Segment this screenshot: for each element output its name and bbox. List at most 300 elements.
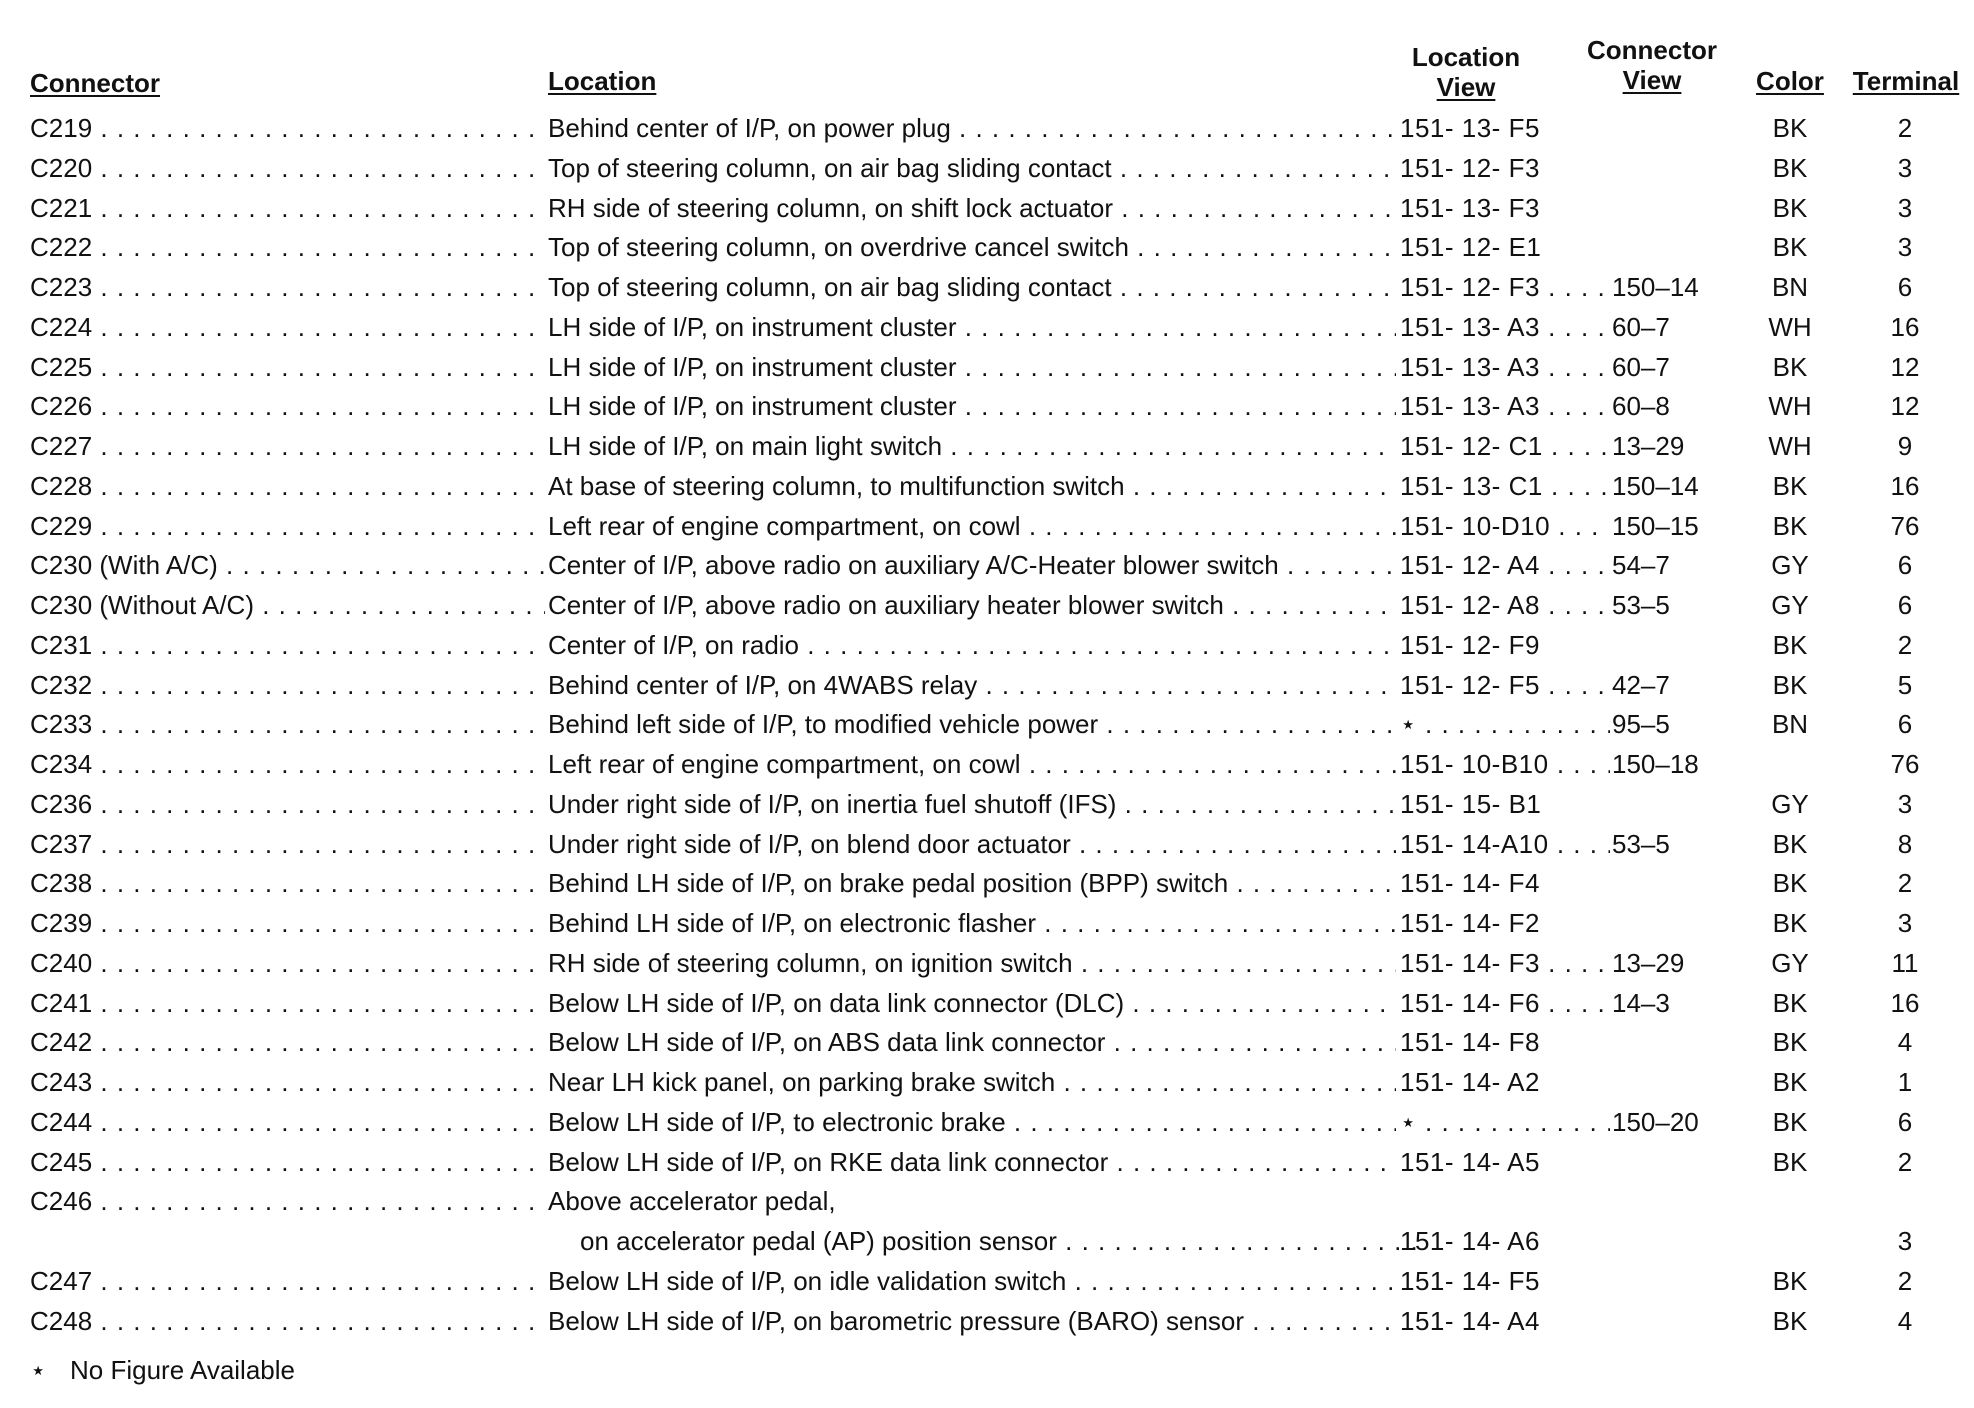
connector-view-cell (1612, 386, 1722, 426)
terminal-cell-text: 1 (1897, 1067, 1913, 1097)
terminal-cell (1850, 665, 1960, 705)
location-view-cell (1400, 108, 1610, 148)
color-cell (1750, 1261, 1830, 1301)
location-view-cell-text: 151- 15- B1 (1400, 789, 1542, 819)
terminal-cell (1850, 943, 1960, 983)
terminal-cell (1850, 1221, 1960, 1261)
location-view-cell-text: 151- 13- A3 . . . (1400, 391, 1610, 421)
terminal-cell-text: 2 (1897, 1266, 1913, 1296)
terminal-cell (1850, 784, 1960, 824)
connector-cell (30, 545, 545, 585)
terminal-cell (1850, 1062, 1960, 1102)
connector-view-cell (1612, 983, 1722, 1023)
location-view-cell-text: 151- 14- F3 . . . (1400, 948, 1610, 978)
location-cell (548, 347, 1396, 387)
connector-view-cell-text: 60–7 (1612, 312, 1670, 342)
color-cell-text: BK (1772, 1266, 1808, 1296)
connector-cell (30, 824, 545, 864)
terminal-cell-text: 3 (1897, 153, 1913, 183)
terminal-cell-text: 12 (1890, 391, 1920, 421)
connector-cell (30, 625, 545, 665)
terminal-cell (1850, 1301, 1960, 1341)
table-row (0, 1142, 1974, 1182)
table-row (0, 665, 1974, 705)
terminal-cell (1850, 744, 1960, 784)
location-cell (548, 307, 1396, 347)
table-row (0, 506, 1974, 546)
location-view-cell (1400, 466, 1610, 506)
connector-cell-text: C233 . . . (30, 709, 545, 739)
color-cell (1750, 506, 1830, 546)
location-cell-text: Top of steering column, on air bag sliding contact . . . (548, 153, 1396, 183)
location-cell-text: Near LH kick panel, on parking brake switch . . . (548, 1067, 1396, 1097)
terminal-cell-text: 4 (1897, 1306, 1913, 1336)
location-cell (548, 506, 1396, 546)
color-cell-text: BK (1772, 1107, 1808, 1137)
location-cell (548, 1102, 1396, 1142)
color-cell-text: BK (1772, 1027, 1808, 1057)
footnote-text: No Figure Available (70, 1355, 295, 1385)
location-view-cell-text: 151- 10-B10 . . . (1400, 749, 1610, 779)
location-cell-text: LH side of I/P, on main light switch . . . (548, 431, 1396, 461)
terminal-cell-text: 2 (1897, 630, 1913, 660)
connector-cell-text: C243 . . . (30, 1067, 545, 1097)
color-cell-text: GY (1771, 590, 1809, 620)
color-cell-text: WH (1768, 391, 1812, 421)
terminal-cell (1850, 426, 1960, 466)
location-cell (548, 704, 1396, 744)
connector-cell-text: C237 . . . (30, 829, 545, 859)
table-row (0, 108, 1974, 148)
terminal-cell (1850, 585, 1960, 625)
connector-cell-text: C242 . . . (30, 1027, 545, 1057)
location-view-cell (1400, 1142, 1610, 1182)
header-color (1740, 66, 1840, 96)
terminal-cell (1850, 983, 1960, 1023)
terminal-cell-text: 4 (1897, 1027, 1913, 1057)
color-cell-text: BK (1772, 829, 1808, 859)
color-cell-text: BK (1772, 630, 1808, 660)
color-cell (1750, 148, 1830, 188)
connector-cell (30, 188, 545, 228)
table-row (0, 148, 1974, 188)
location-cell-text: Below LH side of I/P, to electronic brake . . . (548, 1107, 1396, 1137)
connector-view-cell (1612, 426, 1722, 466)
connector-view-cell-text: 150–20 (1612, 1107, 1699, 1137)
location-view-cell (1400, 1102, 1610, 1142)
connector-cell (30, 744, 545, 784)
location-cell (548, 665, 1396, 705)
connector-view-cell-text: 13–29 (1612, 948, 1685, 978)
terminal-cell-text: 3 (1897, 1226, 1913, 1256)
connector-view-cell-text: 60–8 (1612, 391, 1670, 421)
table-row (0, 426, 1974, 466)
connector-cell (30, 665, 545, 705)
header-location-view-line1: Location (1411, 42, 1521, 72)
terminal-cell (1850, 347, 1960, 387)
location-cell-text: Below LH side of I/P, on ABS data link connector . . . (548, 1027, 1396, 1057)
terminal-cell (1850, 148, 1960, 188)
connector-cell (30, 426, 545, 466)
color-cell-text: BK (1772, 153, 1808, 183)
terminal-cell-text: 9 (1897, 431, 1913, 461)
table-row (0, 824, 1974, 864)
location-view-cell (1400, 148, 1610, 188)
color-cell (1750, 466, 1830, 506)
connector-cell-text: C229 . . . (30, 511, 545, 541)
location-cell-text: Behind left side of I/P, to modified vehicle power . . . (548, 709, 1396, 739)
color-cell-text: GY (1771, 789, 1809, 819)
connector-cell-text: C222 . . . (30, 232, 545, 262)
location-cell-text: Center of I/P, on radio . . . (548, 630, 1396, 660)
connector-cell-text: C238 . . . (30, 868, 545, 898)
color-cell (1750, 386, 1830, 426)
location-view-cell (1400, 307, 1610, 347)
header-location (548, 66, 656, 96)
location-view-cell-text: 151- 14- A5 (1400, 1147, 1540, 1177)
color-cell (1750, 347, 1830, 387)
connector-cell-text: C247 . . . (30, 1266, 545, 1296)
location-view-cell-text: 151- 13- A3 . . . (1400, 312, 1610, 342)
terminal-cell (1850, 227, 1960, 267)
location-cell-text: LH side of I/P, on instrument cluster . . . (548, 352, 1396, 382)
color-cell-text: BN (1771, 272, 1809, 302)
connector-cell-text: C240 . . . (30, 948, 545, 978)
color-cell (1750, 704, 1830, 744)
location-cell-text: Behind center of I/P, on power plug . . . (548, 113, 1396, 143)
color-cell (1750, 863, 1830, 903)
location-cell (548, 267, 1396, 307)
location-cell (548, 1022, 1396, 1062)
connector-cell (30, 1261, 545, 1301)
connector-cell-text: C225 . . . (30, 352, 545, 382)
location-view-cell-text: 151- 14- F8 (1400, 1027, 1540, 1057)
location-view-cell-text: 151- 10-D10 . . . (1400, 511, 1610, 541)
location-view-cell-text: 151- 14- F4 (1400, 868, 1540, 898)
connector-cell-text: C232 . . . (30, 670, 545, 700)
location-cell (548, 426, 1396, 466)
location-cell-text: Left rear of engine compartment, on cowl . . . (548, 749, 1396, 779)
location-view-cell (1400, 1221, 1610, 1261)
location-view-cell-text: 151- 13- C1 . . . (1400, 471, 1610, 501)
location-view-cell (1400, 943, 1610, 983)
location-cell-text: Below LH side of I/P, on idle validation switch . . . (548, 1266, 1396, 1296)
connector-view-cell-text: 53–5 (1612, 829, 1670, 859)
location-view-cell (1400, 1022, 1610, 1062)
table-row (0, 983, 1974, 1023)
header-connector-label: Connector (30, 68, 160, 98)
color-cell-text: BK (1772, 232, 1808, 262)
location-cell (548, 863, 1396, 903)
location-cell (548, 1301, 1396, 1341)
location-cell (548, 983, 1396, 1023)
location-view-cell-text: 151- 14- F2 (1400, 908, 1540, 938)
connector-view-cell (1612, 545, 1722, 585)
header-location-view (1396, 42, 1536, 102)
table-row (0, 1022, 1974, 1062)
location-cell-text: Left rear of engine compartment, on cowl . . . (548, 511, 1396, 541)
location-cell-text: At base of steering column, to multifunction switch . . . (548, 471, 1396, 501)
location-view-cell-text: 151- 13- F5 (1400, 113, 1540, 143)
connector-cell (30, 1102, 545, 1142)
terminal-cell (1850, 386, 1960, 426)
connector-view-cell-text: 150–18 (1612, 749, 1699, 779)
color-cell (1750, 983, 1830, 1023)
connector-cell-text: C220 . . . (30, 153, 545, 183)
terminal-cell-text: 2 (1897, 113, 1913, 143)
location-cell-text: Top of steering column, on air bag sliding contact . . . (548, 272, 1396, 302)
location-view-cell-text: ⋆ . . . (1400, 709, 1610, 739)
location-cell-text: Above accelerator pedal, (548, 1186, 836, 1216)
location-cell-text: Center of I/P, above radio on auxiliary heater blower switch . . . (548, 590, 1396, 620)
color-cell-text: BK (1772, 908, 1808, 938)
color-cell-text: BK (1772, 988, 1808, 1018)
location-view-cell-text: 151- 14-A10 . . . (1400, 829, 1610, 859)
connector-cell-text: C234 . . . (30, 749, 545, 779)
location-view-cell-text: 151- 12- F9 (1400, 630, 1540, 660)
table-row (0, 863, 1974, 903)
connector-cell (30, 704, 545, 744)
color-cell (1750, 585, 1830, 625)
location-cell (548, 148, 1396, 188)
location-view-cell-text: 151- 13- F3 (1400, 193, 1540, 223)
terminal-cell (1850, 704, 1960, 744)
terminal-cell (1850, 903, 1960, 943)
terminal-cell (1850, 824, 1960, 864)
location-view-cell (1400, 267, 1610, 307)
connector-view-cell (1612, 744, 1722, 784)
location-cell-text: RH side of steering column, on shift lock actuator . . . (548, 193, 1396, 223)
terminal-cell-text: 16 (1890, 312, 1920, 342)
table-row (0, 704, 1974, 744)
connector-view-cell-text: 54–7 (1612, 550, 1670, 580)
location-cell (548, 1261, 1396, 1301)
terminal-cell (1850, 1142, 1960, 1182)
color-cell (1750, 108, 1830, 148)
location-cell-text: Below LH side of I/P, on data link connector (DLC) . . . (548, 988, 1396, 1018)
location-view-cell (1400, 188, 1610, 228)
connector-cell-text: C226 . . . (30, 391, 545, 421)
header-connector-view-line1: Connector (1587, 35, 1717, 65)
connector-view-cell (1612, 307, 1722, 347)
terminal-cell-text: 12 (1890, 352, 1920, 382)
table-row (0, 267, 1974, 307)
connector-view-cell (1612, 347, 1722, 387)
location-cell (548, 903, 1396, 943)
connector-cell (30, 983, 545, 1023)
connector-cell (30, 863, 545, 903)
color-cell (1750, 824, 1830, 864)
location-view-cell (1400, 744, 1610, 784)
location-view-cell-text: 151- 12- F3 (1400, 153, 1540, 183)
terminal-cell (1850, 545, 1960, 585)
header-connector-view (1572, 35, 1732, 95)
location-cell (548, 824, 1396, 864)
connector-view-cell (1612, 824, 1722, 864)
terminal-cell-text: 3 (1897, 193, 1913, 223)
table-row (0, 386, 1974, 426)
terminal-cell-text: 16 (1890, 988, 1920, 1018)
location-cell (548, 188, 1396, 228)
location-cell (548, 784, 1396, 824)
connector-cell-text: C239 . . . (30, 908, 545, 938)
location-cell-text: Behind LH side of I/P, on electronic flasher . . . (548, 908, 1396, 938)
terminal-cell-text: 11 (1891, 948, 1919, 978)
location-view-cell (1400, 824, 1610, 864)
location-view-cell (1400, 863, 1610, 903)
color-cell (1750, 1062, 1830, 1102)
terminal-cell-text: 3 (1897, 789, 1913, 819)
location-cell (548, 585, 1396, 625)
terminal-cell-text: 5 (1897, 670, 1913, 700)
connector-view-cell (1612, 665, 1722, 705)
connector-view-cell (1612, 466, 1722, 506)
footnote (30, 1352, 295, 1388)
header-terminal (1846, 66, 1966, 96)
color-cell (1750, 545, 1830, 585)
header-connector (30, 68, 160, 98)
location-view-cell (1400, 625, 1610, 665)
table-row (0, 1301, 1974, 1341)
location-cell (548, 386, 1396, 426)
connector-cell-text: C245 . . . (30, 1147, 545, 1177)
connector-cell-text: C227 . . . (30, 431, 545, 461)
location-view-cell-text: 151- 14- F5 (1400, 1266, 1540, 1296)
color-cell-text: BK (1772, 113, 1808, 143)
connector-view-cell (1612, 943, 1722, 983)
location-view-cell-text: 151- 14- A4 (1400, 1306, 1540, 1336)
location-view-cell-text: ⋆ . . . (1400, 1107, 1610, 1137)
location-cell (548, 1142, 1396, 1182)
location-view-cell (1400, 1261, 1610, 1301)
location-cell-text: Behind LH side of I/P, on brake pedal position (BPP) switch . . . (548, 868, 1396, 898)
location-cell-text: Top of steering column, on overdrive cancel switch . . . (548, 232, 1396, 262)
connector-cell (30, 108, 545, 148)
terminal-cell-text: 6 (1897, 709, 1913, 739)
location-cell (548, 227, 1396, 267)
location-view-cell (1400, 784, 1610, 824)
color-cell-text: BK (1772, 868, 1808, 898)
connector-cell (30, 903, 545, 943)
location-view-cell (1400, 426, 1610, 466)
header-terminal-label: Terminal (1852, 66, 1960, 96)
terminal-cell (1850, 188, 1960, 228)
connector-view-cell-text: 150–15 (1612, 511, 1699, 541)
connector-cell-text: C223 . . . (30, 272, 545, 302)
connector-cell-text: C231 . . . (30, 630, 545, 660)
location-view-cell-text: 151- 12- A4 . . . (1400, 550, 1610, 580)
location-view-cell (1400, 585, 1610, 625)
connector-cell (30, 148, 545, 188)
connector-cell (30, 1181, 545, 1221)
connector-cell-text: C241 . . . (30, 988, 545, 1018)
connector-cell-text: C246 . . . (30, 1186, 545, 1216)
color-cell-text: GY (1771, 550, 1809, 580)
connector-cell-text: C236 . . . (30, 789, 545, 819)
location-view-cell-text: 151- 12- A8 . . . (1400, 590, 1610, 620)
connector-cell-text: C248 . . . (30, 1306, 545, 1336)
connector-view-cell (1612, 585, 1722, 625)
connector-cell (30, 943, 545, 983)
color-cell (1750, 1102, 1830, 1142)
connector-view-cell-text: 42–7 (1612, 670, 1670, 700)
connector-cell (30, 386, 545, 426)
connector-cell (30, 466, 545, 506)
color-cell-text: BK (1772, 193, 1808, 223)
header-location-label: Location (548, 66, 657, 96)
color-cell (1750, 625, 1830, 665)
location-view-cell (1400, 704, 1610, 744)
location-cell (548, 1062, 1396, 1102)
color-cell-text: BK (1772, 1067, 1808, 1097)
color-cell (1750, 1142, 1830, 1182)
location-cell (548, 744, 1396, 784)
connector-view-cell-text: 150–14 (1612, 471, 1699, 501)
terminal-cell (1850, 863, 1960, 903)
terminal-cell-text: 3 (1897, 232, 1913, 262)
connector-cell (30, 347, 545, 387)
terminal-cell-text: 6 (1897, 590, 1913, 620)
color-cell (1750, 307, 1830, 347)
color-cell-text: BK (1772, 352, 1808, 382)
location-view-cell-text: 151- 12- E1 (1400, 232, 1542, 262)
terminal-cell (1850, 1102, 1960, 1142)
connector-cell (30, 1301, 545, 1341)
connector-cell-text: C219 . . . (30, 113, 545, 143)
location-view-cell (1400, 227, 1610, 267)
location-view-cell (1400, 386, 1610, 426)
location-view-cell-text: 151- 14- A6 (1400, 1226, 1540, 1256)
location-view-cell-text: 151- 13- A3 . . . (1400, 352, 1610, 382)
connector-view-cell (1612, 267, 1722, 307)
location-cell-text: Behind center of I/P, on 4WABS relay . . . (548, 670, 1396, 700)
connector-view-cell (1612, 704, 1722, 744)
color-cell-text: BK (1772, 471, 1808, 501)
table-row (0, 784, 1974, 824)
table-row (0, 466, 1974, 506)
table-row (0, 307, 1974, 347)
location-cell (548, 1221, 1428, 1261)
table-row (0, 943, 1974, 983)
color-cell-text: BK (1772, 511, 1808, 541)
location-cell-text: Under right side of I/P, on inertia fuel shutoff (IFS) . . . (548, 789, 1396, 819)
connector-cell (30, 1142, 545, 1182)
terminal-cell-text: 2 (1897, 1147, 1913, 1177)
location-cell (548, 943, 1396, 983)
table-row (0, 188, 1974, 228)
table-row (0, 1062, 1974, 1102)
terminal-cell-text: 2 (1897, 868, 1913, 898)
location-view-cell (1400, 1301, 1610, 1341)
footnote-star-icon: ⋆ (30, 1355, 47, 1385)
header-connector-view-line2: View (1622, 65, 1682, 95)
location-cell (548, 545, 1396, 585)
color-cell (1750, 227, 1830, 267)
location-view-cell-text: 151- 14- A2 (1400, 1067, 1540, 1097)
terminal-cell (1850, 1261, 1960, 1301)
color-cell (1750, 1022, 1830, 1062)
terminal-cell-text: 6 (1897, 272, 1913, 302)
connector-cell (30, 784, 545, 824)
connector-view-cell-text: 150–14 (1612, 272, 1699, 302)
table-row (0, 1221, 1974, 1261)
table-row (0, 347, 1974, 387)
location-view-cell-text: 151- 12- F5 . . . (1400, 670, 1610, 700)
terminal-cell-text: 6 (1897, 550, 1913, 580)
color-cell-text: WH (1768, 312, 1812, 342)
connector-view-cell-text: 53–5 (1612, 590, 1670, 620)
color-cell (1750, 188, 1830, 228)
